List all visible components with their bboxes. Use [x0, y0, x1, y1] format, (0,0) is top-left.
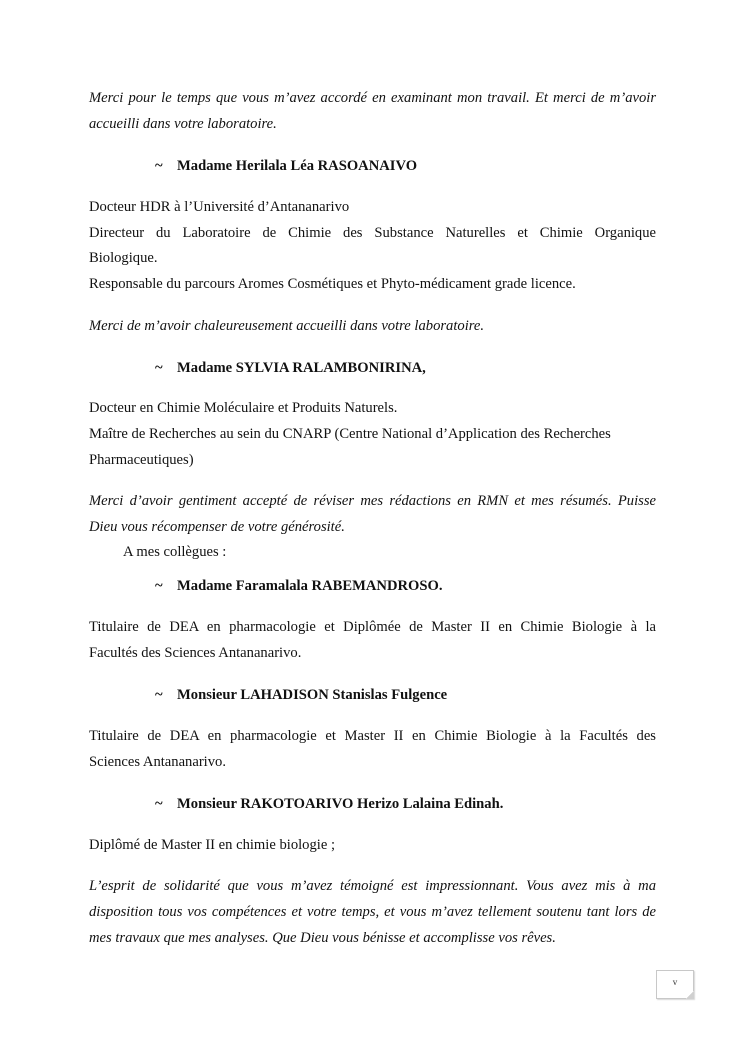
rasoanaivo-line-2: Directeur du Laboratoire de Chimie des Substance Naturelles et Chimie Organique [89, 225, 656, 241]
heading-text: Monsieur LAHADISON Stanislas Fulgence [177, 687, 448, 703]
tilde-bullet-icon: ~ [155, 158, 163, 174]
lahadison-line-2: Sciences Antananarivo. [89, 754, 226, 770]
heading-text: Madame Herilala Léa RASOANAIVO [177, 158, 418, 174]
heading-text: Madame Faramalala RABEMANDROSO. [177, 578, 443, 594]
intro-line-2: accueilli dans votre laboratoire. [89, 116, 277, 132]
heading-lahadison [155, 685, 447, 705]
ralambonirina-line-3: Pharmaceutiques) [89, 452, 194, 468]
rasoanaivo-line-1: Docteur HDR à l’Université d’Antananarivo [89, 199, 350, 215]
page-number: v [672, 977, 678, 987]
ralambonirina-thanks-1: Merci d’avoir gentiment accepté de réviser mes rédactions en RMN et mes résumés. Puisse [89, 493, 656, 509]
rasoanaivo-line-4: Responsable du parcours Aromes Cosmétiques et Phyto-médicament grade licence. [89, 276, 576, 292]
colleagues-label: A mes collègues : [123, 544, 227, 560]
rasoanaivo-thanks: Merci de m’avoir chaleureusement accueilli dans votre laboratoire. [89, 318, 485, 334]
intro-line-1: Merci pour le temps que vous m’avez accordé en examinant mon travail. Et merci de m’avoir [89, 90, 656, 106]
heading-rakotoarivo [155, 794, 503, 814]
page-number-box [656, 970, 694, 999]
closing-line-3: mes travaux que mes analyses. Que Dieu vous bénisse et accomplisse vos rêves. [89, 930, 556, 946]
rabemandroso-line-1: Titulaire de DEA en pharmacologie et Diplômée de Master II en Chimie Biologie à la [89, 619, 656, 635]
ralambonirina-line-1: Docteur en Chimie Moléculaire et Produits Naturels. [89, 400, 398, 416]
ralambonirina-thanks-2: Dieu vous récompenser de votre générosité. [89, 519, 345, 535]
tilde-bullet-icon: ~ [155, 796, 163, 812]
tilde-bullet-icon: ~ [155, 687, 163, 703]
lahadison-line-1: Titulaire de DEA en pharmacologie et Master II en Chimie Biologie à la Facultés des [89, 728, 656, 744]
heading-rabemandroso [155, 576, 443, 596]
closing-line-1: L’esprit de solidarité que vous m’avez témoigné est impressionnant. Vous avez mis à ma [89, 878, 656, 894]
heading-rasoanaivo [155, 156, 417, 176]
heading-ralambonirina [155, 358, 426, 378]
heading-text: Madame SYLVIA RALAMBONIRINA, [177, 360, 426, 376]
heading-text: Monsieur RAKOTOARIVO Herizo Lalaina Edinah. [177, 796, 504, 812]
rasoanaivo-line-3: Biologique. [89, 250, 158, 266]
ralambonirina-line-2: Maître de Recherches au sein du CNARP (Centre National d’Application des Recherches [89, 426, 611, 442]
rabemandroso-line-2: Facultés des Sciences Antananarivo. [89, 645, 302, 661]
rakotoarivo-line-1: Diplômé de Master II en chimie biologie ; [89, 837, 335, 853]
tilde-bullet-icon: ~ [155, 360, 163, 376]
closing-line-2: disposition tous vos compétences et votre temps, et vous m’avez tellement soutenu tant lors de [89, 904, 656, 920]
tilde-bullet-icon: ~ [155, 578, 163, 594]
